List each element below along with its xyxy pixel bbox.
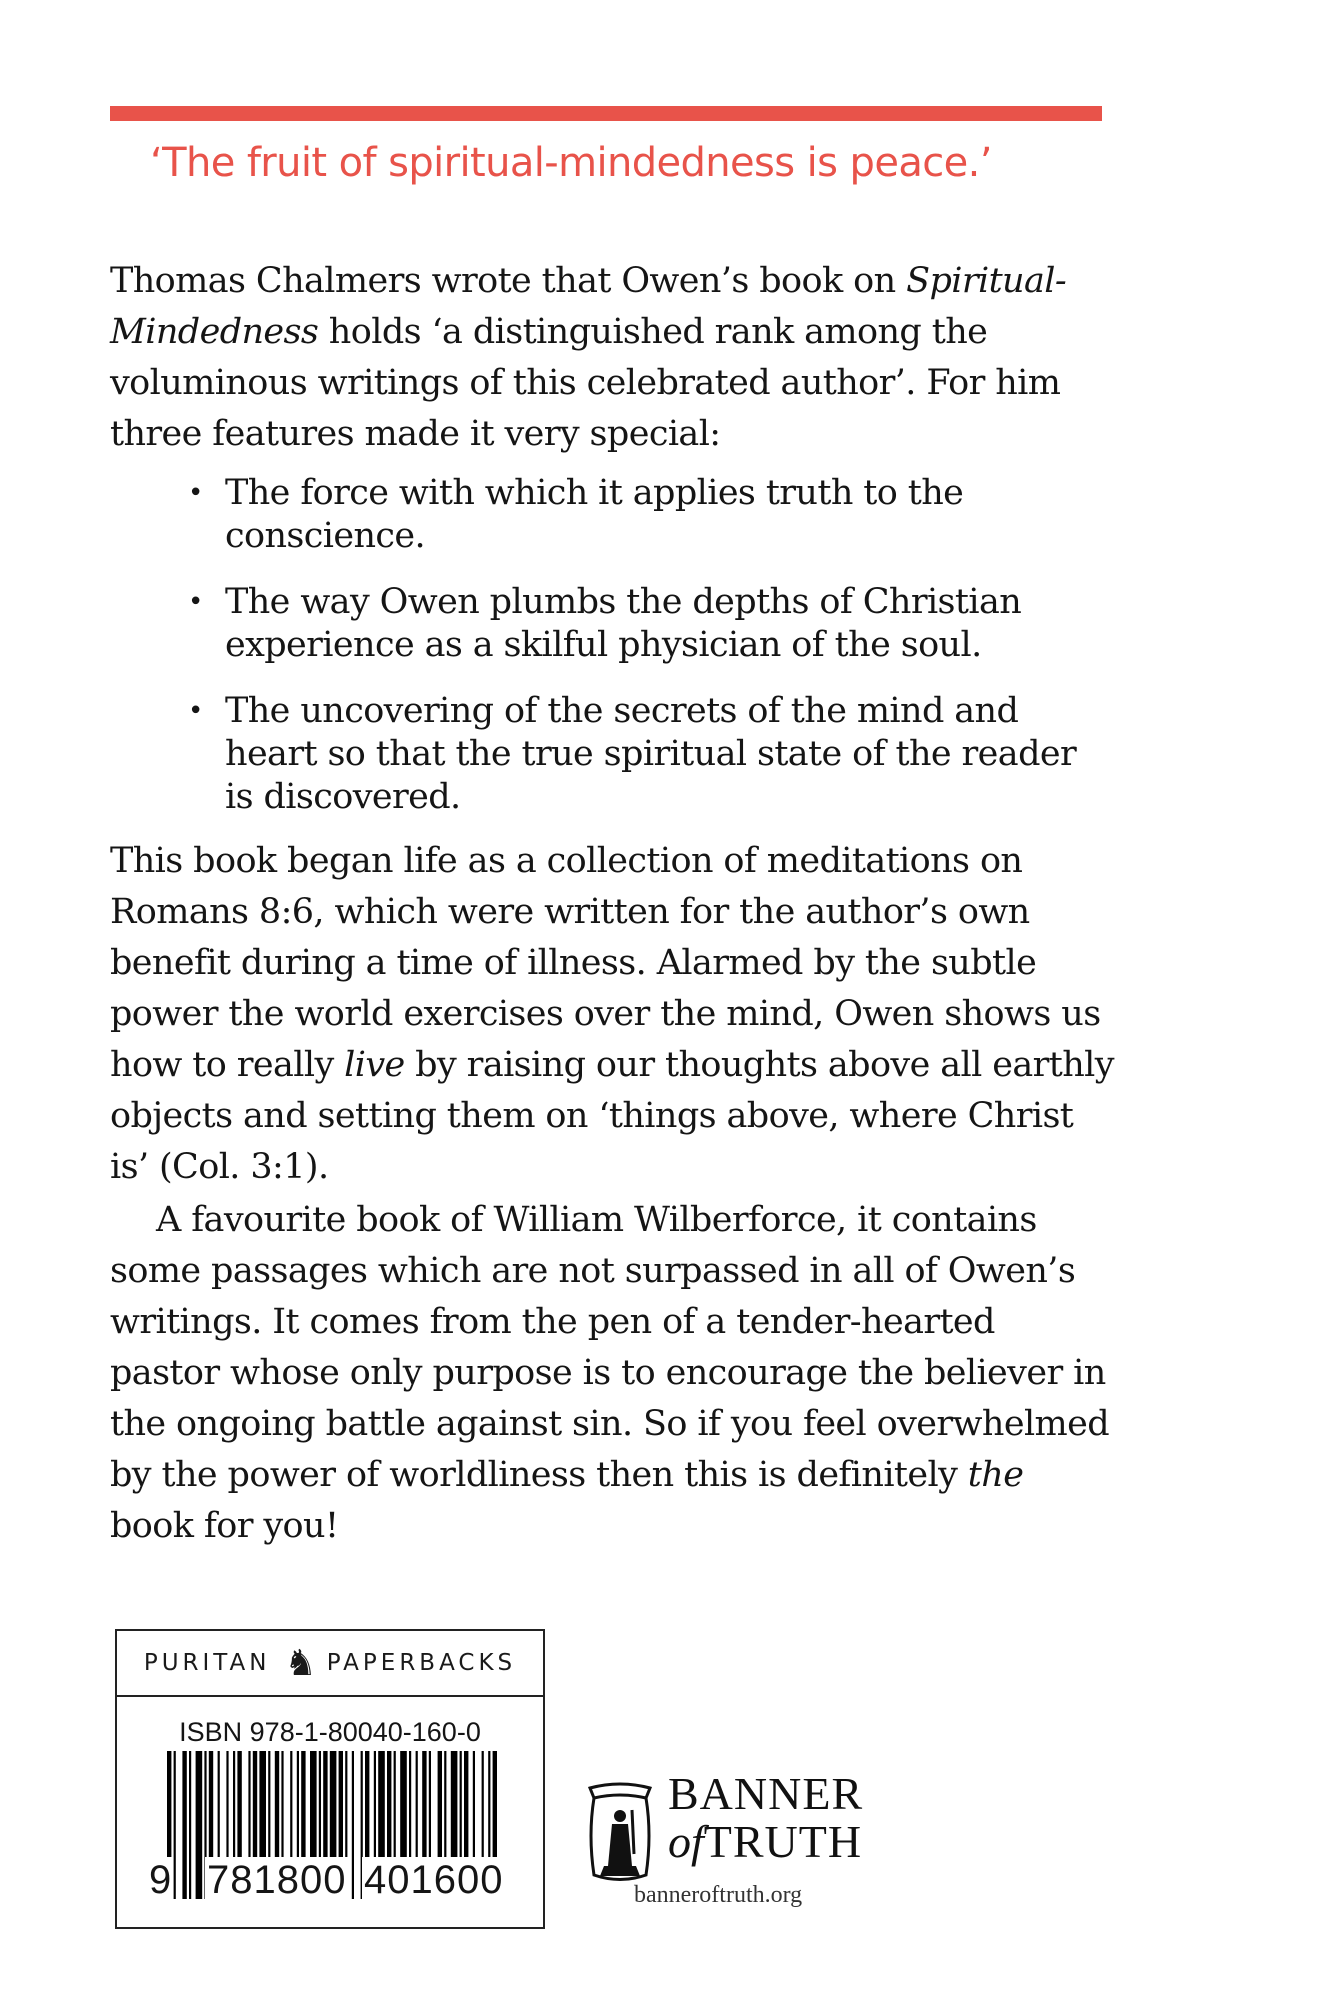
isbn-number: ISBN 978-1-80040-160-0 — [179, 1717, 481, 1747]
barcode-digits: 9 781800 401600 — [149, 1858, 504, 1902]
chess-knight-icon: ♞ — [284, 1642, 317, 1684]
origin-paragraph: This book began life as a collection of meditations on Romans 8:6, which were written for the author’s own benefit during a time of illness. Alarmed by the subtle power the world exercises over the mind, Owen shows us how to really live by raising our thoughts above all earthly objects and setting them on ‘things above, where Christ is’ (Col. 3:1). — [110, 841, 1114, 1187]
publisher-url: banneroftruth.org — [634, 1882, 803, 1908]
intro-paragraph: Thomas Chalmers wrote that Owen’s book on Spiritual- Mindedness holds ‘a distinguished rank among the voluminous writings of this celebrated author’. For him three features made it very special: — [110, 261, 1067, 454]
tagline-quote: ‘The fruit of spiritual-mindedness is peace.’ — [150, 140, 992, 186]
list-item: • The uncovering of the secrets of the mind and heart so that the true spiritual state of the reader is discovered. — [225, 690, 1120, 819]
series-label: PURITAN ♞ PAPERBACKS — [117, 1631, 543, 1697]
recommendation-paragraph: A favourite book of William Wilberforce, it contains some passages which are not surpassed in all of Owen’s writings. It comes from the pen of a tender-hearted pastor whose only purpose is to encourage the believer in the ongoing battle against sin. So if you feel overwhelmed by the power of worldliness then this is definitely the book for you! — [110, 1200, 1110, 1546]
accent-bar — [110, 106, 1102, 121]
banner-of-truth-logo-icon — [580, 1780, 660, 1890]
description — [110, 256, 1120, 1552]
isbn-barcode-box — [115, 1629, 545, 1929]
list-item: • The force with which it applies truth to the conscience. — [225, 472, 1120, 558]
feature-list — [110, 472, 1120, 819]
publisher-name: BANNER ofTRUTH — [668, 1768, 864, 1867]
list-item: • The way Owen plumbs the depths of Christian experience as a skilful physician of the soul. — [225, 581, 1120, 667]
